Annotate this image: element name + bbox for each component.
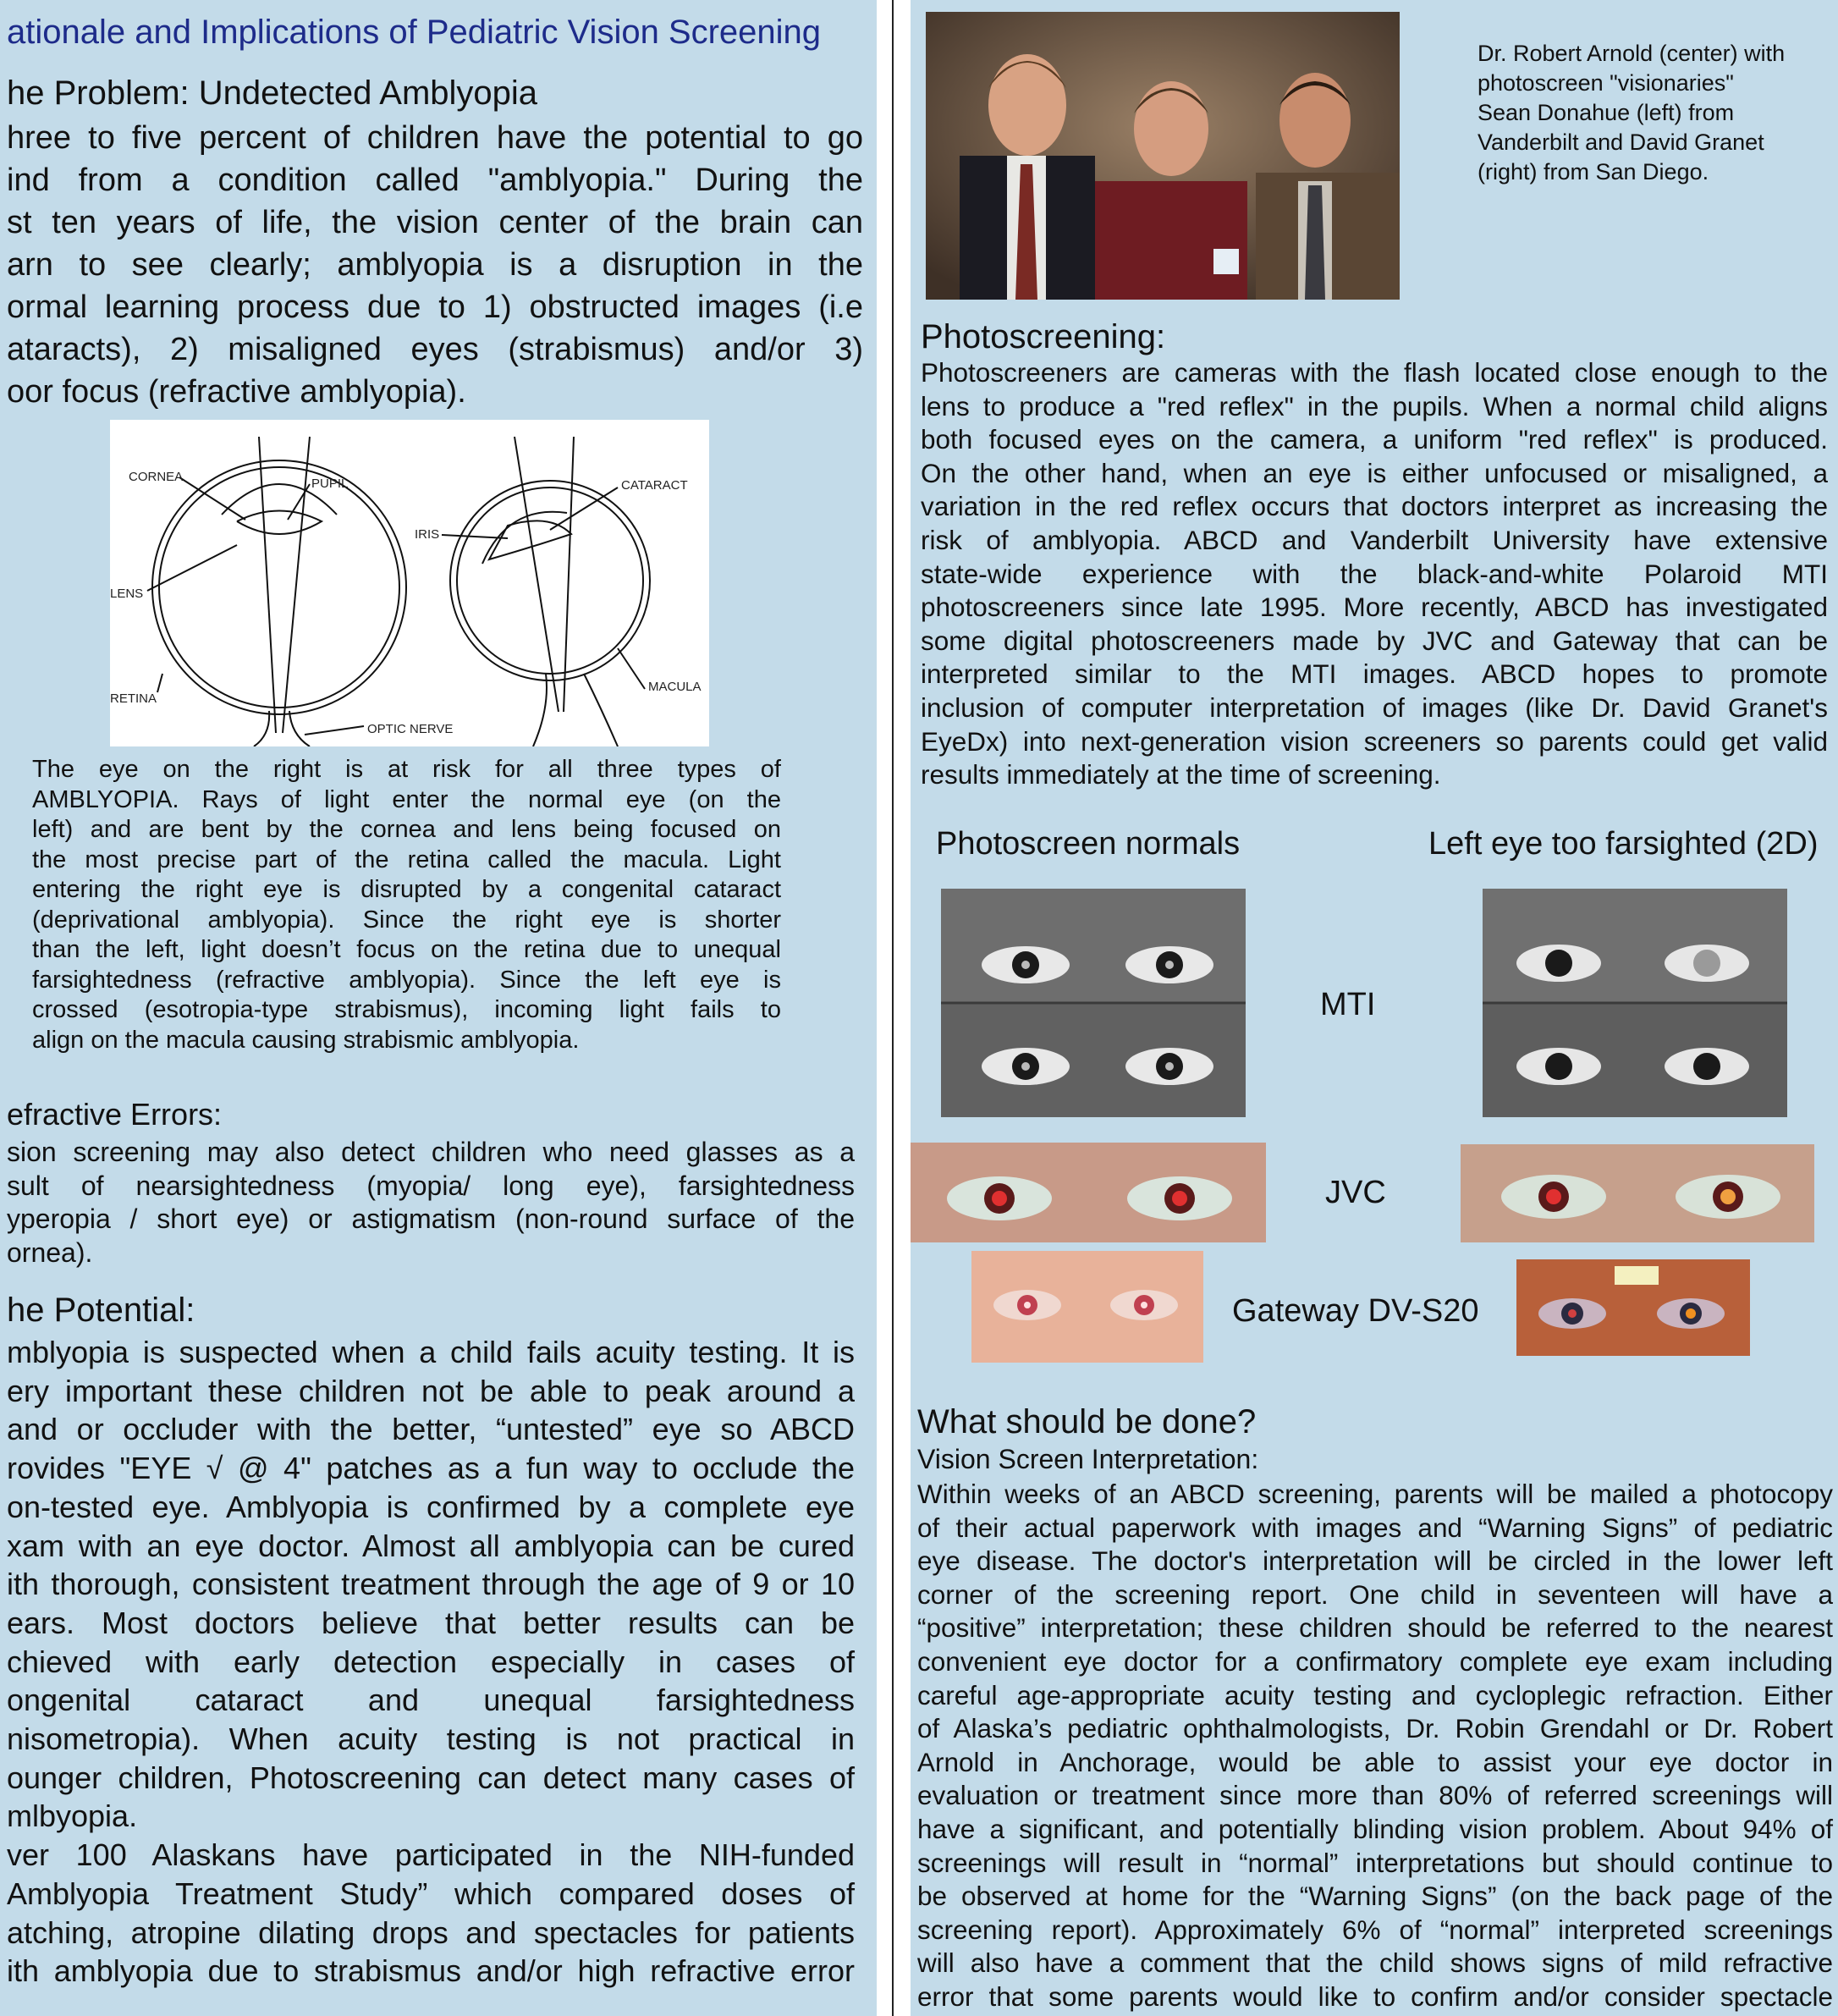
text-line: photoscreen "visionaries" (1478, 70, 1734, 96)
column-divider (892, 0, 894, 2016)
text-line: mlbyopia. (7, 1798, 138, 1834)
text-line: the most precise part of the retina called the macula. Light (32, 846, 781, 873)
figure-col-right-label: Left eye too farsighted (2D) (1428, 826, 1819, 862)
diagram-label-cataract: CATARACT (621, 478, 688, 493)
problem-heading: he Problem: Undetected Amblyopia (7, 74, 538, 112)
page-title: ationale and Implications of Pediatric Vision Screening (7, 14, 822, 51)
todo-heading: What should be done? (917, 1403, 1257, 1440)
text-line: left) and are bent by the cornea and lens being focused on (32, 816, 781, 843)
text-line: (deprivational amblyopia). Since the right eye is shorter (32, 906, 781, 934)
text-line: Within weeks of an ABCD screening, parents will be mailed a photocopy (917, 1479, 1833, 1509)
text-line: ormal learning process due to 1) obstructed images (i.e (7, 289, 863, 325)
figure-row-mti-label: MTI (1320, 987, 1376, 1022)
text-line: yperopia / short eye) or astigmatism (non-round surface of the (7, 1204, 855, 1235)
text-line: screening report). Approximately 6% of “normal” interpreted screenings (917, 1914, 1833, 1945)
text-line: ornea). (7, 1237, 93, 1268)
text-line: have a significant, and potentially blinding vision problem. About 94% of (917, 1813, 1833, 1844)
text-line: some digital photoscreeners made by JVC and Gateway that can be (921, 625, 1828, 656)
potential-paragraph (7, 1333, 855, 1991)
text-line: variation in the red reflex occurs that doctors interpret as increasing the (921, 491, 1828, 522)
diagram-label-lens: LENS (110, 587, 144, 601)
text-line: error that some parents would like to confirm and/or consider spectacle (917, 1980, 1833, 2012)
text-line: on-tested eye. Amblyopia is confirmed by a complete eye (7, 1489, 855, 1524)
problem-paragraph (7, 117, 863, 413)
photoscreening-heading: Photoscreening: (921, 318, 1166, 355)
right-column (911, 0, 1838, 2016)
text-line: sult of nearsightedness (myopia/ long eye), farsightedness (7, 1170, 855, 1201)
text-line: The eye on the right is at risk for all three types of (32, 756, 781, 783)
text-line: ery important these children not be able to peak around a (7, 1373, 855, 1408)
text-line: eye disease. The doctor's interpretation will be circled in the lower left (917, 1545, 1833, 1577)
todo-subheading: Vision Screen Interpretation: (917, 1444, 1259, 1474)
text-line: align on the macula causing strabismic amblyopia. (32, 1026, 580, 1054)
todo-paragraph (917, 1478, 1833, 2014)
text-line: ataracts), 2) misaligned eyes (strabismus) and/or 3) (7, 332, 863, 367)
diagram-label-cornea: CORNEA (129, 470, 184, 484)
photoscreening-paragraph (921, 356, 1828, 792)
group-photo (926, 12, 1400, 300)
figure-col-left-label: Photoscreen normals (936, 826, 1241, 862)
text-line: Amblyopia Treatment Study” which compared doses of (7, 1876, 855, 1911)
text-line: mblyopia is suspected when a child fails acuity testing. It is (7, 1335, 855, 1369)
gateway-normal-photo (971, 1251, 1203, 1363)
text-line: screenings will result in “normal” interpretations but should continue to (917, 1847, 1833, 1878)
text-line: photoscreeners since late 1995. More recently, ABCD has investigated (921, 592, 1828, 623)
text-line: rovides "EYE √ @ 4" patches as a fun way to occlude the (7, 1451, 855, 1486)
figure-row-gateway-label: Gateway DV-S20 (1232, 1293, 1479, 1329)
text-line: EyeDx) into next-generation vision screeners so parents could get valid (921, 725, 1828, 757)
diagram-label-macula: MACULA (648, 680, 702, 694)
left-column (0, 0, 877, 2016)
text-line: entering the right eye is disrupted by a congenital cataract (32, 876, 781, 903)
text-line: chieved with early detection especially in cases of (7, 1644, 855, 1679)
figure-row-jvc-label: JVC (1325, 1175, 1386, 1210)
refractive-heading: efractive Errors: (7, 1097, 223, 1132)
diagram-label-optic-nerve: OPTIC NERVE (367, 722, 454, 736)
diagram-label-iris: IRIS (415, 527, 440, 542)
jvc-normal-photo (911, 1143, 1266, 1242)
text-line: risk of amblyopia. ABCD and Vanderbilt University have extensive (921, 524, 1828, 555)
text-line: On the other hand, when an eye is either unfocused or misaligned, a (921, 457, 1828, 488)
text-line: careful age-appropriate acuity testing and cycloplegic refraction. Either (917, 1679, 1833, 1710)
text-line: AMBLYOPIA. Rays of light enter the normal eye (on the (32, 785, 781, 813)
text-line: Arnold in Anchorage, would be able to assist your eye doctor in (917, 1746, 1833, 1777)
text-line: of their actual paperwork with images and “Warning Signs” of pediatric (917, 1512, 1833, 1543)
text-line: ith thorough, consistent treatment through the age of 9 or 10 (7, 1567, 855, 1602)
text-line: and or occluder with the better, “untested” eye so ABCD (7, 1412, 855, 1447)
mti-normal-photo (941, 889, 1246, 1117)
text-line: will also have a comment that the child shows signs of mild refractive (917, 1947, 1833, 1979)
text-line: xam with an eye doctor. Almost all amblyopia can be cured (7, 1528, 855, 1563)
potential-heading: he Potential: (7, 1292, 195, 1329)
text-line: of Alaska’s pediatric ophthalmologists, Dr. Robin Grendahl or Dr. Robert (917, 1713, 1833, 1744)
text-line: hree to five percent of children have the potential to go (7, 120, 863, 156)
text-line: farsightedness (refractive amblyopia). Since the left eye is (32, 966, 781, 994)
text-line: results immediately at the time of screening. (921, 759, 1441, 790)
text-line: ith amblyopia due to strabismus and/or high refractive error (7, 1953, 855, 1989)
eye-diagram (110, 420, 709, 746)
diagram-label-pupil: PUPIL (311, 476, 349, 491)
text-line: ongenital cataract and unequal farsightedness (7, 1683, 855, 1718)
jvc-farsighted-photo (1461, 1144, 1814, 1242)
text-line: st ten years of life, the vision center of the brain can (7, 205, 863, 240)
text-line: nisometropia). When acuity testing is not practical in (7, 1721, 855, 1757)
text-line: inclusion of computer interpretation of images (like Dr. David Granet's (921, 691, 1828, 723)
diagram-label-retina: RETINA (110, 691, 157, 706)
text-line: “positive” interpretation; these children should be referred to the nearest (917, 1612, 1833, 1644)
text-line: atching, atropine dilating drops and spectacles for patients (7, 1914, 855, 1950)
text-line: ears. Most doctors believe that better results can be (7, 1605, 855, 1640)
text-line: Vanderbilt and David Granet (1478, 129, 1764, 155)
text-line: Sean Donahue (left) from (1478, 100, 1735, 125)
text-line: arn to see clearly; amblyopia is a disruption in the (7, 247, 863, 283)
text-line: Dr. Robert Arnold (center) with (1478, 41, 1786, 66)
text-line: ver 100 Alaskans have participated in the NIH-funded (7, 1837, 855, 1873)
text-line: evaluation or treatment since more than 80% of referred screenings will (917, 1780, 1833, 1811)
text-line: (right) from San Diego. (1478, 159, 1709, 185)
text-line: interpreted similar to the MTI images. ABCD hopes to promote (921, 658, 1828, 690)
diagram-caption (32, 755, 781, 1055)
text-line: both focused eyes on the camera, a uniform "red reflex" is produced. (921, 424, 1828, 455)
text-line: than the left, light doesn’t focus on the retina due to unequal (32, 936, 781, 963)
mti-farsighted-photo (1483, 889, 1787, 1117)
text-line: ind from a condition called "amblyopia." During the (7, 162, 863, 198)
photo-caption (1478, 39, 1785, 187)
text-line: oor focus (refractive amblyopia). (7, 374, 466, 410)
text-line: crossed (esotropia-type strabismus), incoming light fails to (32, 996, 781, 1023)
refractive-paragraph (7, 1136, 855, 1270)
text-line: state-wide experience with the black-and-white Polaroid MTI (921, 558, 1828, 589)
text-line: be observed at home for the “Warning Signs” (on the back page of the (917, 1881, 1833, 1912)
text-line: convenient eye doctor for a confirmatory complete eye exam including (917, 1645, 1833, 1677)
gateway-farsighted-photo (1516, 1259, 1750, 1356)
text-line: corner of the screening report. One child in seventeen will have a (917, 1578, 1833, 1610)
text-line: sion screening may also detect children who need glasses as a (7, 1137, 855, 1167)
text-line: Photoscreeners are cameras with the flash located close enough to the (921, 357, 1828, 388)
text-line: lens to produce a "red reflex" in the pupils. When a normal child aligns (921, 390, 1828, 421)
text-line: ounger children, Photoscreening can detect many cases of (7, 1760, 855, 1795)
